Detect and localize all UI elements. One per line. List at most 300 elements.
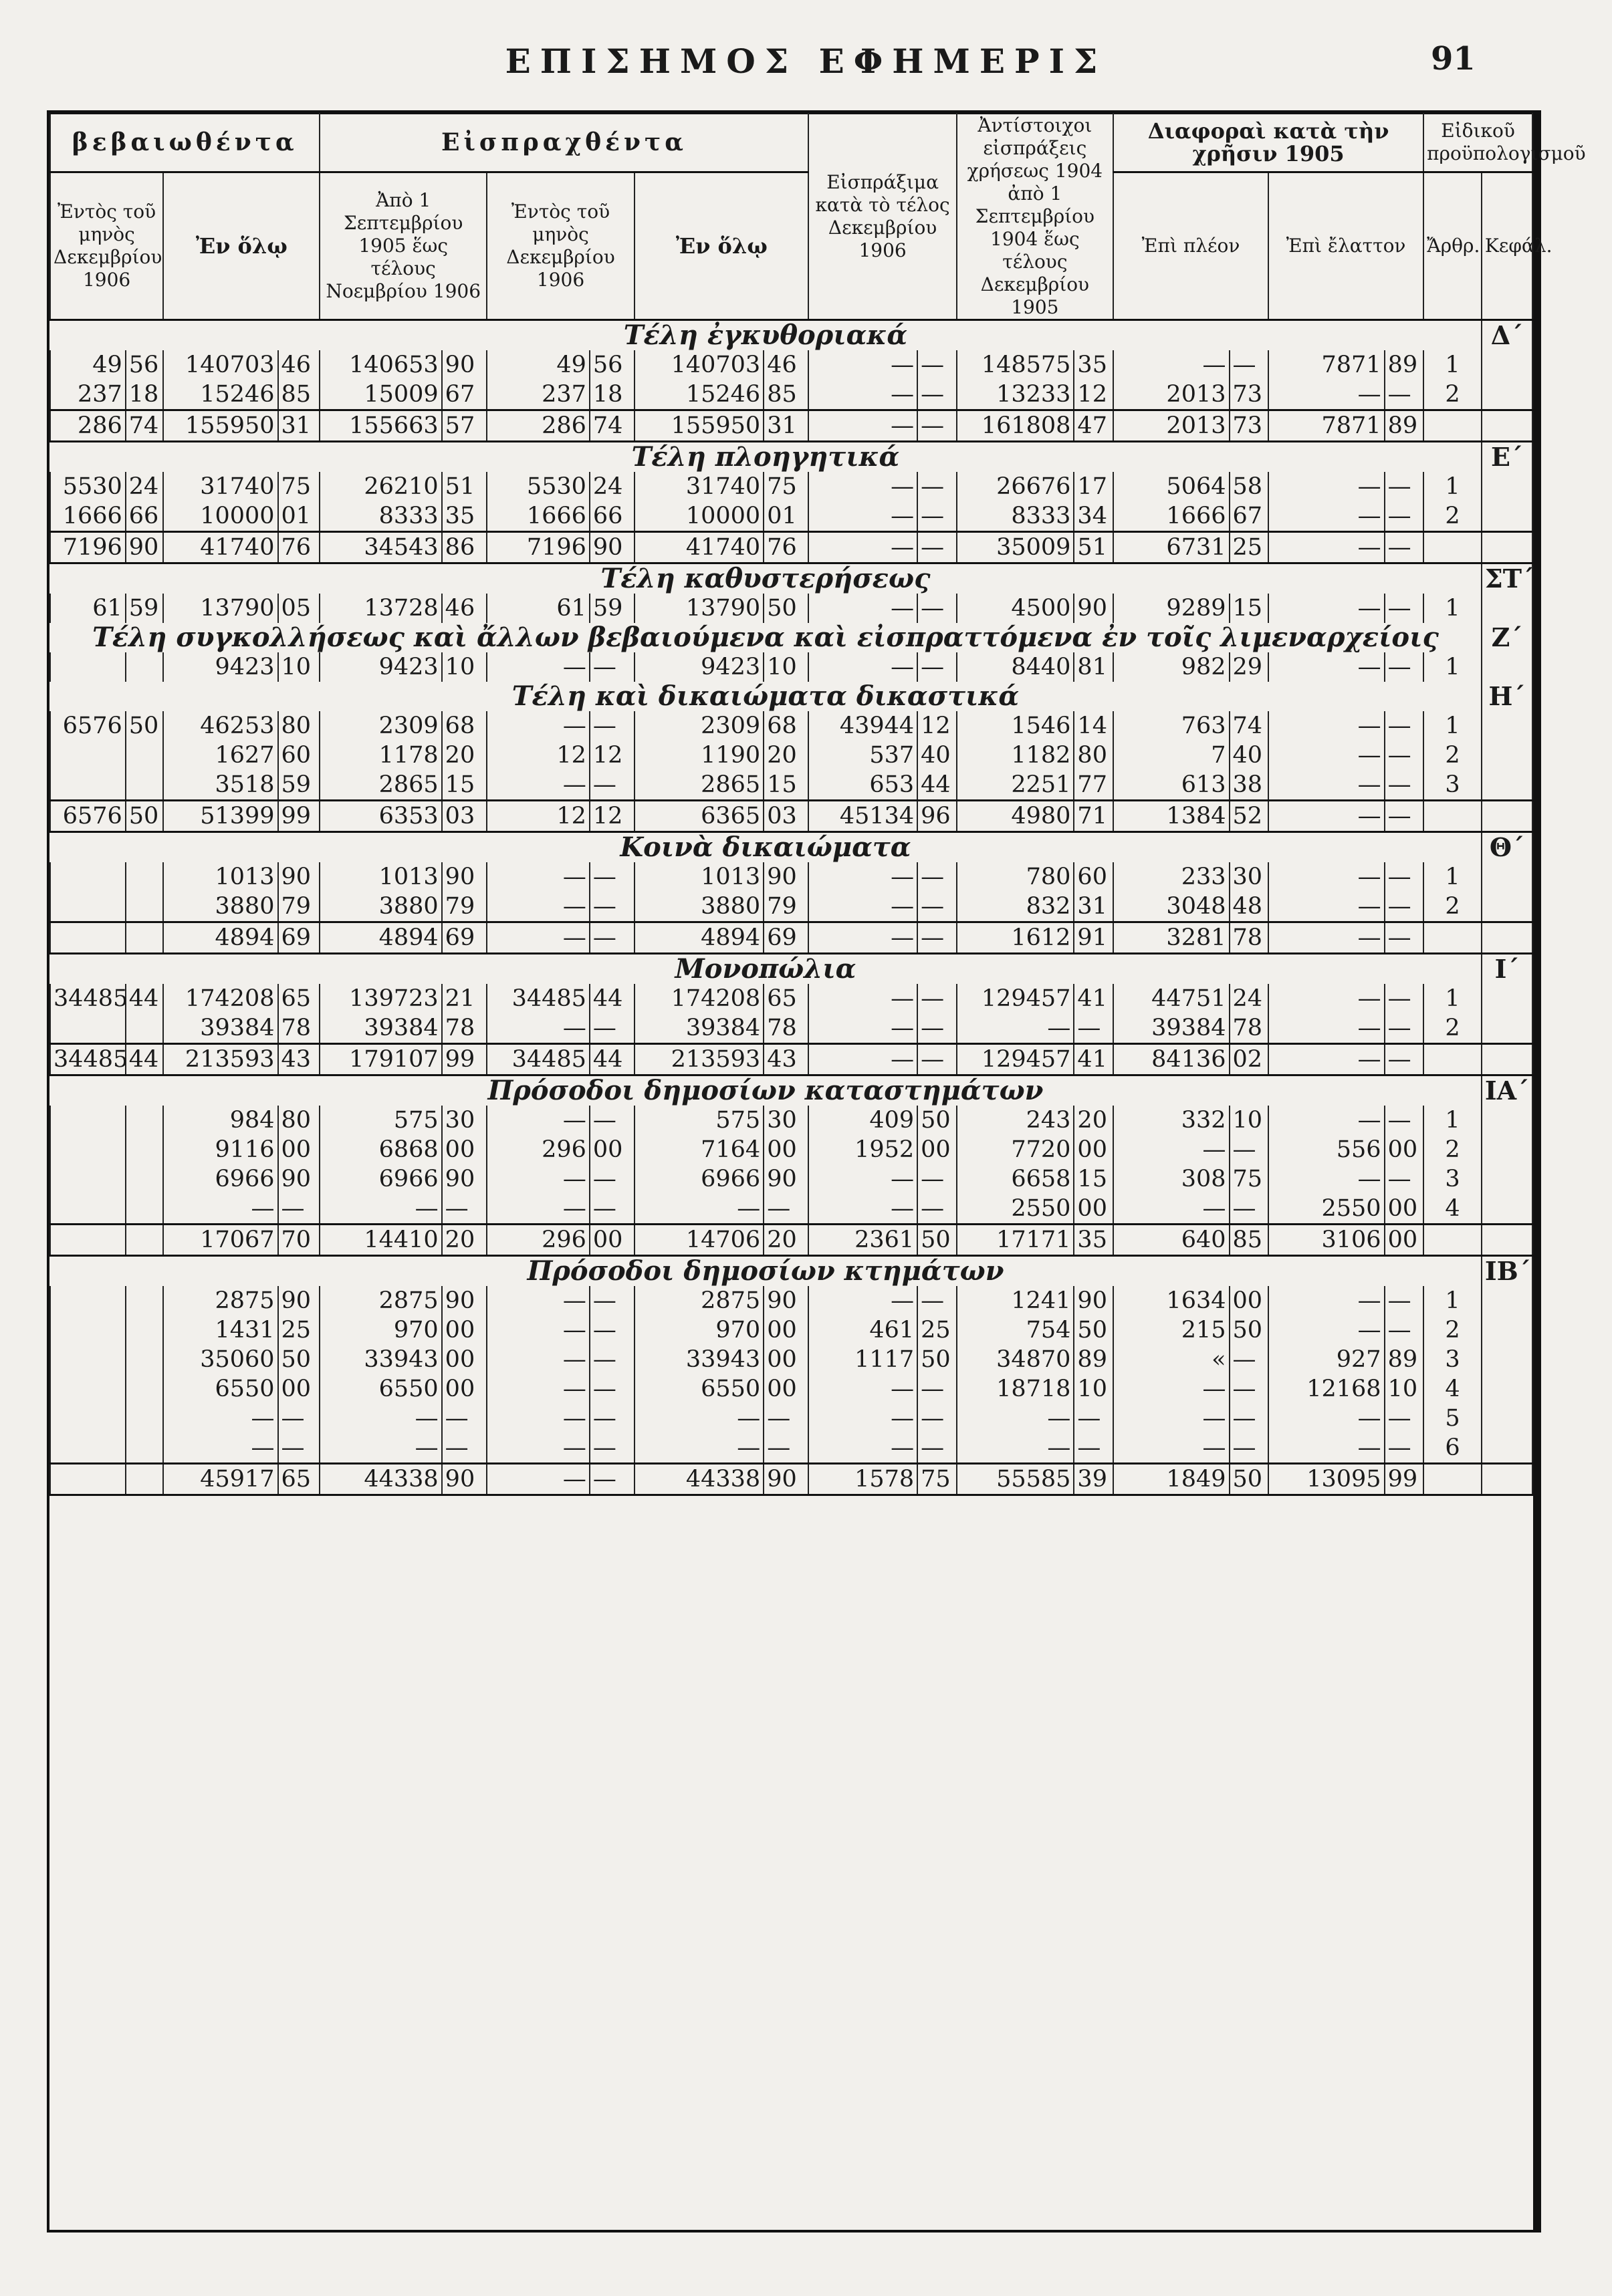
amount-cell: — [487,1013,590,1044]
amount-cell: 5530 [487,472,590,501]
amount-cell: 9423 [320,652,441,682]
amount-cell: 31740 [163,472,277,501]
cents-cell: 15 [764,770,808,801]
cents-cell: — [1385,711,1424,741]
amount-cell: 6576 [50,801,126,832]
cents-cell: — [764,1404,808,1433]
cents-cell: 89 [1074,1345,1113,1374]
amount-cell: 2865 [320,770,441,801]
chapter-label: Ι΄ [1482,954,1532,985]
table-row [50,741,1532,770]
amount-cell: — [808,1164,917,1194]
cents-cell: — [1074,1013,1113,1044]
amount-cell: 970 [320,1315,441,1345]
cents-cell: — [590,1315,635,1345]
chapter-label: Θ΄ [1482,832,1532,863]
chapter-cell [1482,1044,1532,1075]
article-number [1423,801,1482,832]
article-number [1423,1225,1482,1256]
amount-cell: — [487,770,590,801]
cents-cell: 50 [764,594,808,623]
amount-cell: 3880 [635,892,764,922]
amount-cell: 6550 [320,1374,441,1404]
cents-cell: — [1385,1404,1424,1433]
total-row [50,1464,1532,1495]
chapter-label: ΙΒ΄ [1482,1256,1532,1287]
amount-cell [50,1433,126,1464]
cents-cell: — [1385,1106,1424,1135]
cents-cell [126,770,163,801]
cents-cell: 24 [590,472,635,501]
cents-cell: 69 [764,922,808,954]
section-title: Κοινὰ δικαιώματα [620,832,911,863]
amount-cell: 51399 [163,801,277,832]
cents-cell: 78 [764,1013,808,1044]
cents-cell: 58 [1230,472,1269,501]
amount-cell: 1849 [1113,1464,1230,1495]
cents-cell: 00 [442,1345,487,1374]
amount-cell: — [808,380,917,410]
chapter-cell [1482,350,1532,380]
cents-cell: — [917,892,957,922]
table-row [50,1135,1532,1164]
cents-cell: 76 [278,532,320,563]
cents-cell [126,652,163,682]
amount-cell: — [1268,1164,1385,1194]
amount-cell: 33943 [635,1345,764,1374]
col-kefal: Κεφάλ. [1482,172,1532,320]
cents-cell: 00 [764,1345,808,1374]
amount-cell: 9423 [635,652,764,682]
amount-cell: 832 [957,892,1074,922]
amount-cell: — [1113,1135,1230,1164]
article-number: 1 [1423,594,1482,623]
chapter-cell [1482,801,1532,832]
amount-cell: — [808,1404,917,1433]
cents-cell: — [442,1194,487,1225]
header-row-columns [50,172,1532,320]
cents-cell: 71 [1074,801,1113,832]
amount-cell: 39384 [163,1013,277,1044]
amount-cell: 13233 [957,380,1074,410]
amount-cell: 2550 [1268,1194,1385,1225]
cents-cell [126,892,163,922]
col-entos-dek: Ἐντὸς τοῦ μηνὸς Δεκεμβρίου 1906 [487,172,635,320]
amount-cell: 41740 [163,532,277,563]
amount-cell: — [635,1404,764,1433]
table-row [50,1404,1532,1433]
article-number: 1 [1423,1106,1482,1135]
amount-cell [50,1345,126,1374]
cents-cell: — [1230,1194,1269,1225]
cents-cell: — [590,1374,635,1404]
cents-cell: 76 [764,532,808,563]
amount-cell: 61 [50,594,126,623]
amount-cell: 6550 [163,1374,277,1404]
amount-cell: 2875 [320,1286,441,1315]
amount-cell: 14410 [320,1225,441,1256]
chapter-cell [1482,1433,1532,1464]
cents-cell: 90 [764,1464,808,1495]
col-arthr: Ἄρθρ. [1423,172,1482,320]
amount-cell: 237 [50,380,126,410]
chapter-cell [1482,1464,1532,1495]
amount-cell: — [487,892,590,922]
cents-cell: 00 [1385,1135,1424,1164]
cents-cell: 44 [590,984,635,1013]
cents-cell: 10 [278,652,320,682]
cents-cell: 47 [1074,410,1113,442]
amount-cell: — [808,410,917,442]
amount-cell: — [808,1013,917,1044]
col-epi-elatton: Ἐπὶ ἔλαττον [1268,172,1423,320]
chapter-cell [1482,472,1532,501]
amount-cell: 7871 [1268,410,1385,442]
cents-cell: — [1385,1315,1424,1345]
table-row [50,594,1532,623]
chapter-label: Δ΄ [1482,320,1532,351]
total-row [50,801,1532,832]
amount-cell: — [1268,711,1385,741]
cents-cell: — [1385,472,1424,501]
cents-cell: — [1385,501,1424,532]
amount-cell: 55585 [957,1464,1074,1495]
article-number [1423,922,1482,954]
chapter-cell [1482,1286,1532,1315]
amount-cell: 780 [957,862,1074,892]
cents-cell: — [917,1433,957,1464]
ledger-table [49,113,1586,1496]
amount-cell: 140703 [163,350,277,380]
table-row [50,1374,1532,1404]
amount-cell: 155950 [635,410,764,442]
amount-cell: 31740 [635,472,764,501]
cents-cell: 44 [126,984,163,1013]
cents-cell: 41 [1074,1044,1113,1075]
amount-cell: 41740 [635,532,764,563]
cents-cell: — [917,532,957,563]
cents-cell: 80 [278,711,320,741]
cents-cell: 50 [1230,1464,1269,1495]
cents-cell: 60 [278,741,320,770]
cents-cell: 51 [1074,532,1113,563]
amount-cell: — [957,1433,1074,1464]
amount-cell: 45134 [808,801,917,832]
cents-cell: 43 [764,1044,808,1075]
cents-cell: 70 [278,1225,320,1256]
cents-cell: 10 [442,652,487,682]
cents-cell: — [917,1164,957,1194]
cents-cell: — [590,1345,635,1374]
amount-cell: 984 [163,1106,277,1135]
amount-cell: 640 [1113,1225,1230,1256]
cents-cell: 90 [442,1464,487,1495]
cents-cell: — [1074,1433,1113,1464]
cents-cell: 30 [442,1106,487,1135]
cents-cell: 78 [1230,1013,1269,1044]
amount-cell: 1666 [50,501,126,532]
amount-cell: 12 [487,741,590,770]
cents-cell: 05 [278,594,320,623]
amount-cell: — [487,862,590,892]
cents-cell [126,1464,163,1495]
cents-cell: 00 [442,1135,487,1164]
cents-cell: — [1385,801,1424,832]
cents-cell: 29 [1230,652,1269,682]
section-heading-row [50,832,1532,863]
amount-cell: 7 [1113,741,1230,770]
cents-cell: 44 [126,1044,163,1075]
cents-cell: — [590,652,635,682]
amount-cell: — [487,1345,590,1374]
cents-cell: 12 [590,801,635,832]
amount-cell: 35060 [163,1345,277,1374]
cents-cell: 90 [278,1164,320,1194]
amount-cell: — [1268,501,1385,532]
amount-cell [50,1374,126,1404]
amount-cell: 9116 [163,1135,277,1164]
cents-cell: — [1385,862,1424,892]
amount-cell: 575 [320,1106,441,1135]
amount-cell: — [163,1404,277,1433]
header-row-groups [50,114,1532,172]
amount-cell: 8440 [957,652,1074,682]
cents-cell: 41 [1074,984,1113,1013]
cents-cell: 60 [1074,862,1113,892]
cents-cell: 96 [917,801,957,832]
amount-cell: 129457 [957,1044,1074,1075]
cents-cell: 56 [126,350,163,380]
amount-cell: — [808,1433,917,1464]
amount-cell: — [808,862,917,892]
chapter-cell [1482,1194,1532,1225]
cents-cell: 73 [1230,380,1269,410]
amount-cell: 4500 [957,594,1074,623]
cents-cell: — [590,1404,635,1433]
amount-cell: 308 [1113,1164,1230,1194]
article-number: 2 [1423,1315,1482,1345]
amount-cell: 613 [1113,770,1230,801]
article-number: 6 [1423,1433,1482,1464]
cents-cell: — [1385,1286,1424,1315]
cents-cell: — [917,472,957,501]
cents-cell: 90 [126,532,163,563]
amount-cell: — [320,1404,441,1433]
cents-cell: 00 [1074,1135,1113,1164]
amount-cell: — [1268,862,1385,892]
section-heading-row [50,442,1532,473]
amount-cell: — [1268,532,1385,563]
cents-cell: 91 [1074,922,1113,954]
table-row [50,1106,1532,1135]
cents-cell: 50 [917,1225,957,1256]
amount-cell: 1634 [1113,1286,1230,1315]
amount-cell: 2875 [163,1286,277,1315]
chapter-cell [1482,501,1532,532]
amount-cell: — [808,1194,917,1225]
col-en-olo-1: Ἐν ὅλῳ [163,172,320,320]
cents-cell: 78 [1230,922,1269,954]
amount-cell: — [808,472,917,501]
amount-cell: 13790 [163,594,277,623]
cents-cell: — [1230,1135,1269,1164]
ledger-sheet [47,110,1586,2233]
amount-cell: — [487,922,590,954]
amount-cell [50,1286,126,1315]
article-number: 2 [1423,1013,1482,1044]
cents-cell [126,1286,163,1315]
col-en-olo-2: Ἐν ὅλῳ [635,172,808,320]
amount-cell: — [1113,1194,1230,1225]
amount-cell: 2865 [635,770,764,801]
amount-cell: 575 [635,1106,764,1135]
cents-cell: — [1230,1345,1269,1374]
cents-cell: 25 [917,1315,957,1345]
article-number: 3 [1423,1164,1482,1194]
cents-cell: 01 [278,501,320,532]
amount-cell: 2251 [957,770,1074,801]
cents-cell: 74 [590,410,635,442]
cents-cell: 25 [1230,532,1269,563]
cents-cell: 00 [764,1315,808,1345]
amount-cell: — [487,1164,590,1194]
cents-cell: 35 [1074,350,1113,380]
group-diaforai: Διαφοραὶ κατὰ τὴν χρῆσιν 1905 [1113,114,1423,172]
running-head: ΕΠΙΣΗΜΟΣ ΕΦΗΜΕΡΙΣ [505,41,1107,81]
amount-cell: — [163,1194,277,1225]
cents-cell: 44 [590,1044,635,1075]
amount-cell: 44338 [320,1464,441,1495]
amount-cell: 49 [487,350,590,380]
group-eidikou: Εἰδικοῦ προϋπολογισμοῦ [1423,114,1532,172]
cents-cell [126,1106,163,1135]
amount-cell: 982 [1113,652,1230,682]
amount-cell: 6658 [957,1164,1074,1194]
amount-cell: 140653 [320,350,441,380]
cents-cell [126,1225,163,1256]
table-row [50,862,1532,892]
amount-cell: — [1268,594,1385,623]
amount-cell: — [487,1194,590,1225]
cents-cell: 66 [126,501,163,532]
amount-cell: 33943 [320,1345,441,1374]
amount-cell: 174208 [163,984,277,1013]
amount-cell: 286 [487,410,590,442]
article-number: 1 [1423,350,1482,380]
amount-cell: 15246 [163,380,277,410]
table-row [50,1013,1532,1044]
chapter-cell [1482,410,1532,442]
amount-cell: 2550 [957,1194,1074,1225]
cents-cell: 66 [590,501,635,532]
cents-cell: 78 [278,1013,320,1044]
amount-cell: 45917 [163,1464,277,1495]
cents-cell: 65 [278,1464,320,1495]
article-number: 4 [1423,1374,1482,1404]
amount-cell: — [487,1286,590,1315]
amount-cell: — [320,1194,441,1225]
cents-cell [126,922,163,954]
cents-cell: 90 [764,1286,808,1315]
amount-cell [50,1164,126,1194]
section-heading-row [50,623,1532,652]
amount-cell: 4894 [320,922,441,954]
total-row [50,1225,1532,1256]
total-row [50,1044,1532,1075]
cents-cell: 69 [442,922,487,954]
col-epi-pleon: Ἐπὶ πλέον [1113,172,1268,320]
amount-cell: 43944 [808,711,917,741]
cents-cell: 75 [917,1464,957,1495]
cents-cell: 00 [278,1374,320,1404]
amount-cell: 148575 [957,350,1074,380]
amount-cell: 10000 [163,501,277,532]
amount-cell: 763 [1113,711,1230,741]
cents-cell: 20 [442,1225,487,1256]
article-number: 3 [1423,770,1482,801]
section-heading-row [50,563,1532,594]
cents-cell [126,1315,163,1345]
cents-cell: — [917,1044,957,1075]
cents-cell: 90 [442,350,487,380]
cents-cell [126,1433,163,1464]
amount-cell: — [1268,892,1385,922]
cents-cell: 75 [278,472,320,501]
cents-cell: 50 [917,1106,957,1135]
cents-cell: — [917,380,957,410]
amount-cell [50,1464,126,1495]
cents-cell: 18 [590,380,635,410]
amount-cell: 61 [487,594,590,623]
cents-cell: 79 [442,892,487,922]
chapter-label: Η΄ [1482,682,1532,711]
cents-cell: 99 [278,801,320,832]
amount-cell: 5064 [1113,472,1230,501]
ledger-body [50,320,1535,1495]
cents-cell: 85 [1230,1225,1269,1256]
chapter-cell [1482,1225,1532,1256]
amount-cell: 6576 [50,711,126,741]
section-heading-row [50,682,1532,711]
article-number [1423,1044,1482,1075]
cents-cell: — [1385,1433,1424,1464]
cents-cell: — [278,1404,320,1433]
amount-cell: 9289 [1113,594,1230,623]
amount-cell: 1117 [808,1345,917,1374]
cents-cell: 00 [442,1374,487,1404]
amount-cell: — [808,594,917,623]
cents-cell: 38 [1230,770,1269,801]
amount-cell [50,892,126,922]
amount-cell: — [487,1464,590,1495]
amount-cell: 18718 [957,1374,1074,1404]
cents-cell: — [442,1433,487,1464]
cents-cell: 01 [764,501,808,532]
amount-cell: 140703 [635,350,764,380]
cents-cell: — [917,594,957,623]
amount-cell: — [957,1404,1074,1433]
amount-cell: 6966 [320,1164,441,1194]
chapter-cell [1482,892,1532,922]
amount-cell: — [1268,380,1385,410]
amount-cell: — [487,1404,590,1433]
table-row [50,711,1532,741]
amount-cell: 44338 [635,1464,764,1495]
amount-cell: 4894 [163,922,277,954]
cents-cell: — [917,410,957,442]
amount-cell: — [1268,984,1385,1013]
amount-cell: 213593 [163,1044,277,1075]
